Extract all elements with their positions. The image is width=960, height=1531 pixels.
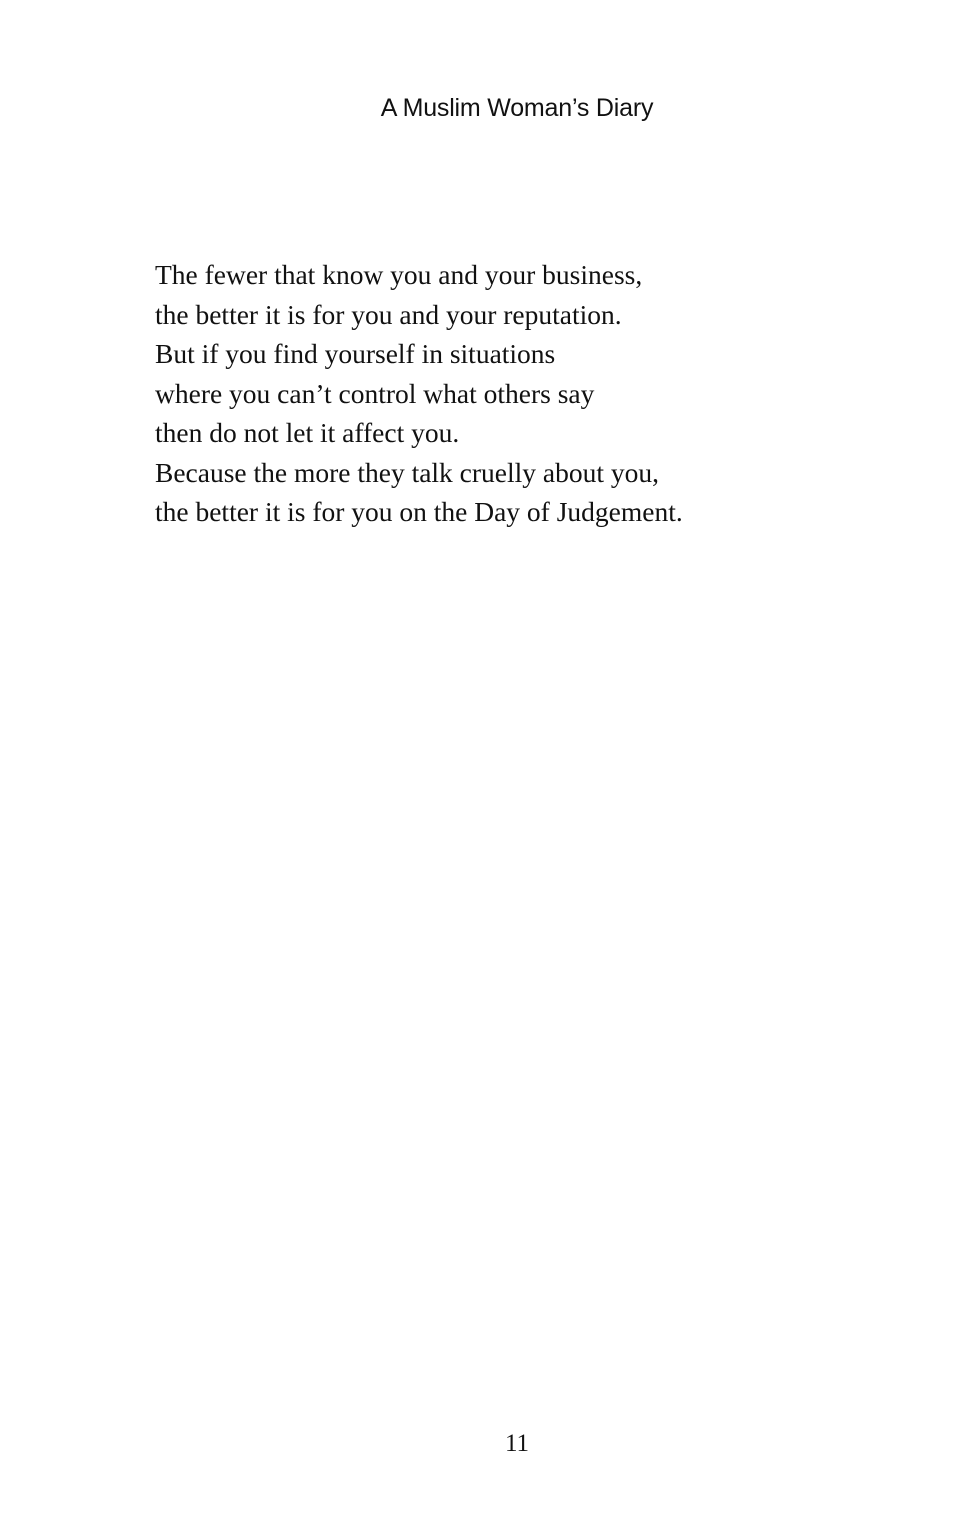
poem-line-7: the better it is for you on the Day of Judgement. [155,496,683,527]
poem-body [155,255,683,532]
running-header-title: A Muslim Woman’s Diary [380,94,654,122]
page-number: 11 [504,1430,530,1457]
poem-line-3: But if you find yourself in situations [155,338,556,369]
poem-line-6: Because the more they talk cruelly about you, [155,456,659,488]
poem-line-2: the better it is for you and your reputation. [155,298,622,330]
poem-line-1: The fewer that know you and your business, [155,259,643,290]
poem-line-5: then do not let it affect you. [155,417,460,448]
poem-line-4: where you can’t control what others say [155,377,595,409]
